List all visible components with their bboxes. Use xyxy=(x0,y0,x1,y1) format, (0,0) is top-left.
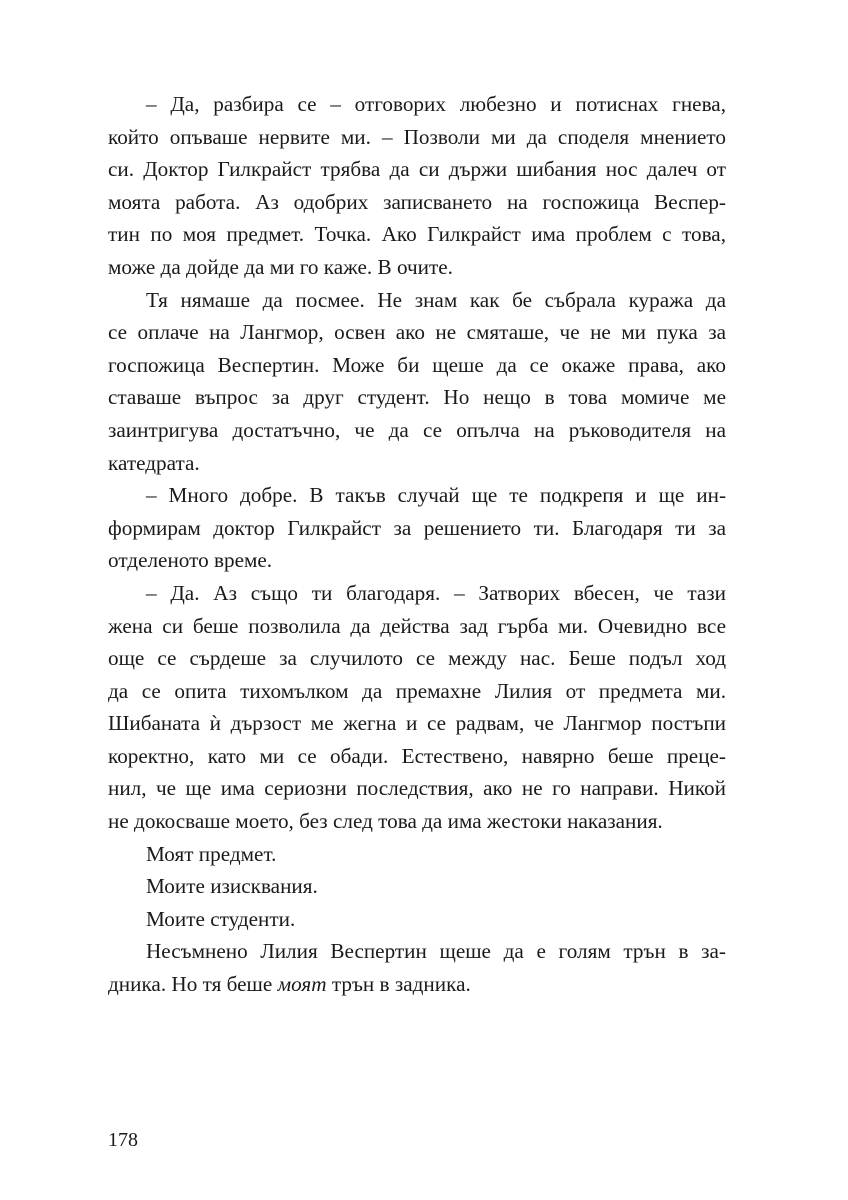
short-line-subject: Моят предмет. xyxy=(146,841,277,866)
text-line: моята работа. Аз одобрих записването на госпожица Веспер- xyxy=(108,189,726,214)
paragraph-1 xyxy=(108,88,726,284)
text-line: коректно, като ми се обади. Естествено, навярно беше прецe- xyxy=(108,743,726,768)
text-line: – Много добре. В такъв случай ще те подкрепя и ще ин- xyxy=(146,483,726,508)
paragraph-3 xyxy=(108,479,726,577)
text-line: се оплаче на Лангмор, освен ако не смяташе, че не ми пука за xyxy=(108,320,726,345)
text-line: Несъмнено Лилия Веспертин щеше да е голям трън в за- xyxy=(146,939,726,964)
text-line: Тя нямаше да посмее. Не знам как бе събрала куража да xyxy=(146,287,726,312)
text-line: си. Доктор Гилкрайст трябва да си държи шибания нос далеч от xyxy=(108,157,726,182)
text-line xyxy=(108,968,726,1001)
text-line: – Да. Аз също ти благодаря. – Затворих вбесен, че тази xyxy=(146,580,726,605)
paragraph-4 xyxy=(108,577,726,838)
text-run: дника. Но тя беше xyxy=(108,972,278,997)
text-line: ставаше въпрос за друг студент. Но нещо в това момиче ме xyxy=(108,385,726,410)
text-line: жена си беше позволила да действа зад гърба ми. Очевидно все xyxy=(108,613,726,638)
short-line-students: Моите студенти. xyxy=(146,906,296,931)
text-line: нил, че ще има сериозни последствия, ако не го направи. Никой xyxy=(108,776,726,801)
text-line: може да дойде да ми го каже. В очите. xyxy=(108,254,453,279)
text-line: формирам доктор Гилкрайст за решението ти. Благодаря ти за xyxy=(108,515,726,540)
text-line: който опъваше нервите ми. – Позволи ми да споделя мнението xyxy=(108,124,726,149)
body-text xyxy=(108,88,726,1001)
paragraph-2 xyxy=(108,284,726,480)
text-line: отделеното време. xyxy=(108,548,273,573)
text-line: госпожица Веспертин. Може би щеше да се окаже права, ако xyxy=(108,352,726,377)
text-run: трън в задника. xyxy=(326,972,471,997)
text-line: тин по моя предмет. Точка. Ако Гилкрайст има проблем с това, xyxy=(108,222,726,247)
text-line: катедрата. xyxy=(108,450,200,475)
text-line: да се опита тихомълком да премахне Лилия от предмета ми. xyxy=(108,678,726,703)
page-number: 178 xyxy=(108,1129,138,1151)
text-line: заинтригува достатъчно, че да се опълча на ръководителя на xyxy=(108,417,726,442)
text-line: – Да, разбира се – отговорих любезно и потиснах гнева, xyxy=(146,92,726,116)
text-line: Шибаната ѝ дързост ме жегна и се радвам, че Лангмор постъпи xyxy=(108,711,726,736)
short-line-requirements: Моите изисквания. xyxy=(146,874,318,899)
paragraph-final xyxy=(108,935,726,1000)
italic-emphasis: моят xyxy=(277,972,327,997)
text-line: не докосваше моето, без след това да има жестоки наказания. xyxy=(108,809,663,834)
text-line: още се сърдеше за случилото се между нас. Беше подъл ход xyxy=(108,646,726,671)
